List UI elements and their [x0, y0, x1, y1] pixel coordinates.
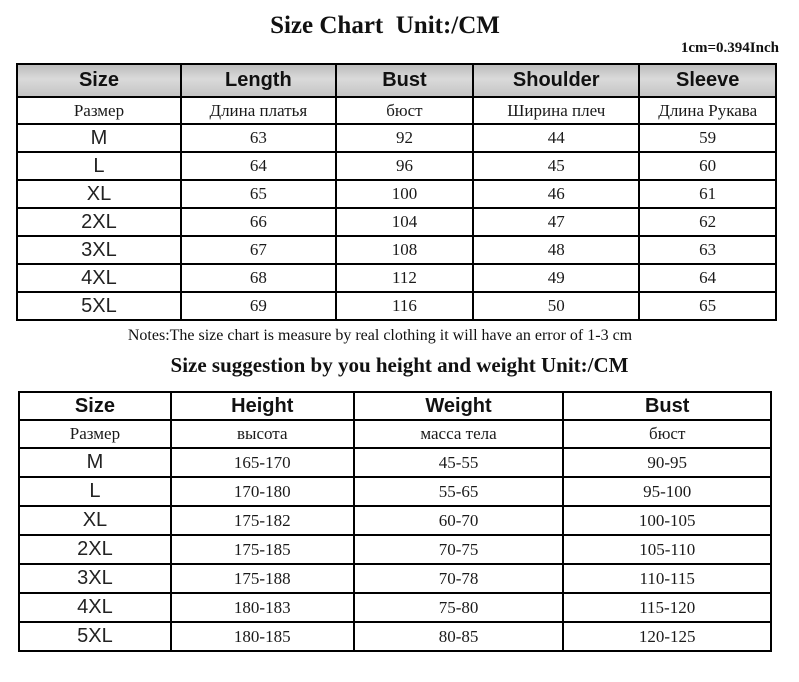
table-row	[19, 477, 771, 506]
table-cell: 116	[336, 292, 473, 320]
table-cell: 70-75	[354, 535, 564, 564]
table-cell: 104	[336, 208, 473, 236]
table-cell: Sleeve	[639, 64, 776, 97]
table-cell: 70-78	[354, 564, 564, 593]
table-row	[19, 622, 771, 651]
notes-text: Notes:The size chart is measure by real clothing it will have an error of 1-3 cm	[127, 327, 633, 344]
table-cell: Размер	[19, 420, 171, 448]
table-cell: Weight	[354, 392, 564, 420]
table-cell: 175-185	[171, 535, 354, 564]
table-cell: 3XL	[17, 236, 181, 264]
table-cell: 110-115	[563, 564, 771, 593]
table-cell: 59	[639, 124, 776, 152]
table-cell: Ширина плеч	[473, 97, 639, 124]
size-suggestion-table	[18, 391, 772, 652]
table-cell: 65	[181, 180, 336, 208]
table-cell: XL	[17, 180, 181, 208]
table-cell: M	[17, 124, 181, 152]
table-row	[19, 564, 771, 593]
table-cell: 3XL	[19, 564, 171, 593]
table-cell: 90-95	[563, 448, 771, 477]
table-cell: Bust	[563, 392, 771, 420]
table-row	[19, 535, 771, 564]
table-cell: Размер	[17, 97, 181, 124]
table-cell: 108	[336, 236, 473, 264]
table-cell: 61	[639, 180, 776, 208]
table-cell: 75-80	[354, 593, 564, 622]
translation-row	[19, 420, 771, 448]
table-row	[17, 180, 776, 208]
table-cell: 55-65	[354, 477, 564, 506]
table-cell: L	[17, 152, 181, 180]
table-cell: 115-120	[563, 593, 771, 622]
table-cell: 69	[181, 292, 336, 320]
table-cell: 64	[181, 152, 336, 180]
table-cell: высота	[171, 420, 354, 448]
table-cell: 60	[639, 152, 776, 180]
table-cell: 175-188	[171, 564, 354, 593]
table-cell: 60-70	[354, 506, 564, 535]
table-cell: 112	[336, 264, 473, 292]
table-cell: 63	[181, 124, 336, 152]
table-cell: 175-182	[171, 506, 354, 535]
table-cell: 2XL	[17, 208, 181, 236]
table-row	[17, 236, 776, 264]
table-cell: Shoulder	[473, 64, 639, 97]
table-cell: 100	[336, 180, 473, 208]
table-row	[17, 124, 776, 152]
table-cell: M	[19, 448, 171, 477]
table-cell: Size	[17, 64, 181, 97]
table-cell: 47	[473, 208, 639, 236]
table-cell: 45	[473, 152, 639, 180]
table-cell: Height	[171, 392, 354, 420]
table-cell: 50	[473, 292, 639, 320]
table-cell: 48	[473, 236, 639, 264]
table-row	[19, 506, 771, 535]
unit-conversion-note: 1cm=0.394Inch	[680, 40, 779, 56]
table-cell: Length	[181, 64, 336, 97]
table-row	[19, 593, 771, 622]
table-cell: 92	[336, 124, 473, 152]
table-row	[19, 448, 771, 477]
table-cell: масса тела	[354, 420, 564, 448]
table-cell: 4XL	[17, 264, 181, 292]
size-chart-table	[16, 63, 777, 321]
table-cell: 46	[473, 180, 639, 208]
table-cell: 44	[473, 124, 639, 152]
table-cell: L	[19, 477, 171, 506]
table-cell: 4XL	[19, 593, 171, 622]
table-cell: 65	[639, 292, 776, 320]
table-cell: 100-105	[563, 506, 771, 535]
table-cell: Длина Рукава	[639, 97, 776, 124]
table-cell: 2XL	[19, 535, 171, 564]
table-cell: 170-180	[171, 477, 354, 506]
table-cell: 96	[336, 152, 473, 180]
table-cell: 5XL	[17, 292, 181, 320]
header-row	[17, 64, 776, 97]
table-cell: 180-185	[171, 622, 354, 651]
table-cell: бюст	[563, 420, 771, 448]
table-cell: 66	[181, 208, 336, 236]
table-row	[17, 208, 776, 236]
table-cell: Size	[19, 392, 171, 420]
table-cell: 63	[639, 236, 776, 264]
table-cell: 165-170	[171, 448, 354, 477]
table-row	[17, 264, 776, 292]
table-row	[17, 152, 776, 180]
table-cell: 80-85	[354, 622, 564, 651]
table-cell: 105-110	[563, 535, 771, 564]
table-cell: 62	[639, 208, 776, 236]
translation-row	[17, 97, 776, 124]
table-cell: 120-125	[563, 622, 771, 651]
table-cell: 64	[639, 264, 776, 292]
table-cell: 180-183	[171, 593, 354, 622]
suggestion-title: Size suggestion by you height and weight Unit:/CM	[170, 353, 629, 377]
header-row	[19, 392, 771, 420]
table-cell: Bust	[336, 64, 473, 97]
table-cell: Длина платья	[181, 97, 336, 124]
table-cell: XL	[19, 506, 171, 535]
table-cell: 67	[181, 236, 336, 264]
table-cell: 49	[473, 264, 639, 292]
table-row	[17, 292, 776, 320]
table-cell: бюст	[336, 97, 473, 124]
table-cell: 5XL	[19, 622, 171, 651]
table-cell: 95-100	[563, 477, 771, 506]
page-title: Size Chart Unit:/CM	[270, 12, 500, 39]
table-cell: 68	[181, 264, 336, 292]
table-cell: 45-55	[354, 448, 564, 477]
